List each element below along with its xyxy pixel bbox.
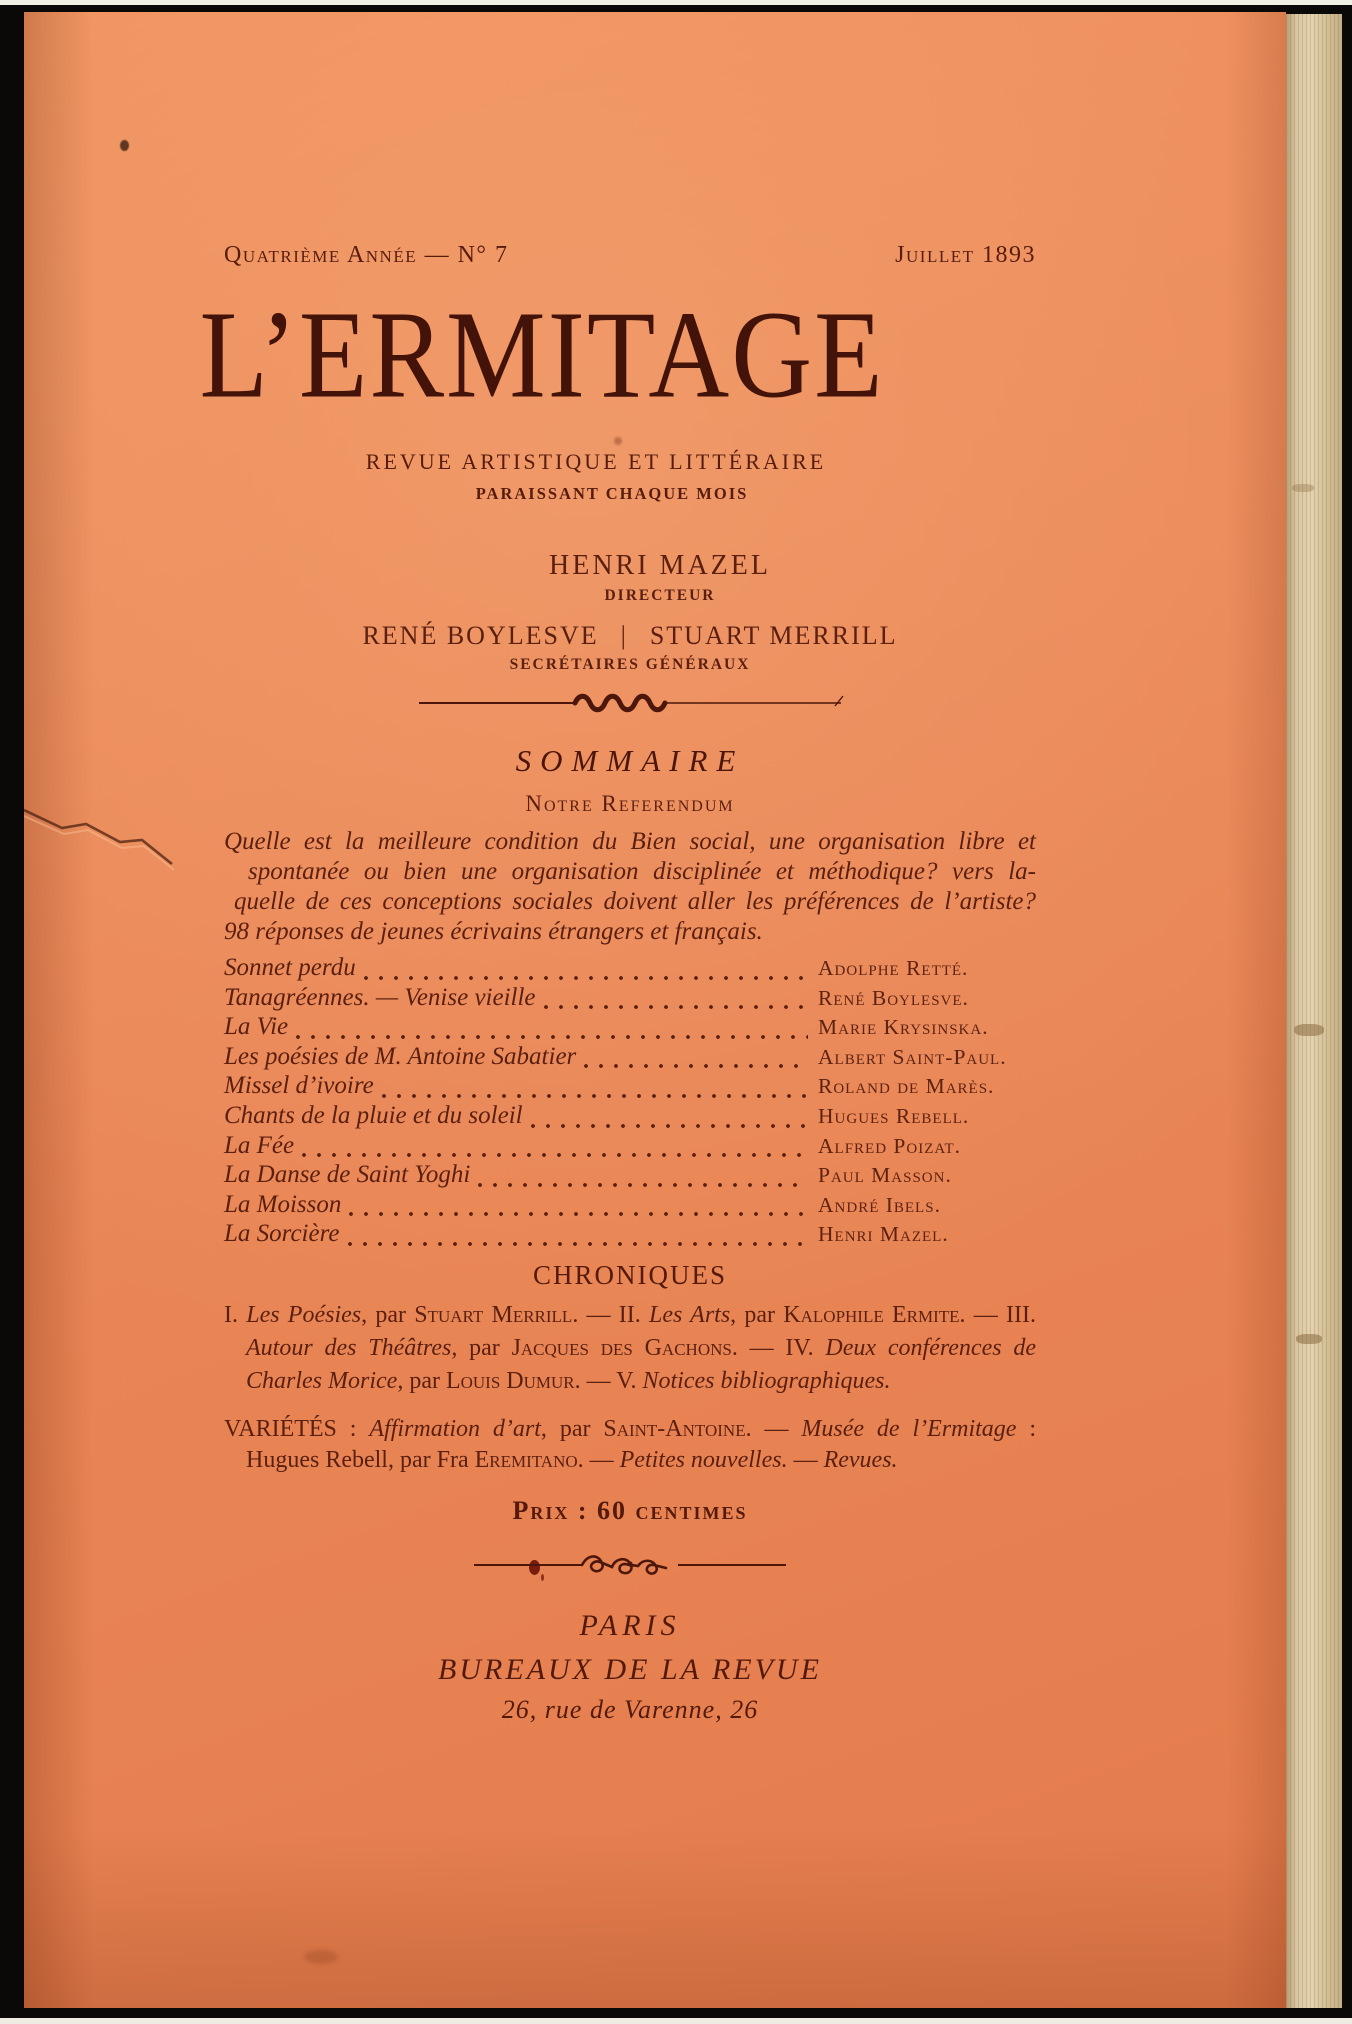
work-title: Affirmation d’art bbox=[369, 1415, 541, 1442]
referendum-line: spontanée ou bien une organisation disciplinée et méthodique? vers la- bbox=[248, 858, 1036, 885]
referendum-text bbox=[224, 827, 1036, 947]
text-segment: , par bbox=[451, 1334, 512, 1361]
masthead bbox=[224, 550, 1036, 674]
text-segment: . — bbox=[577, 1446, 620, 1473]
smudge-stain bbox=[304, 1950, 338, 1964]
page-edge-mark bbox=[1294, 1024, 1324, 1036]
frequency-line: PARAISSANT CHAQUE MOIS bbox=[475, 484, 749, 503]
toc-row bbox=[224, 1191, 1036, 1221]
dot-leader bbox=[382, 1090, 808, 1098]
toc-author: Adolphe Retté. bbox=[818, 956, 969, 980]
paper-tear bbox=[24, 782, 194, 902]
director-role: DIRECTEUR bbox=[604, 587, 716, 604]
referendum-line: quelle de ces conceptions sociales doivent aller les préférences de l’artiste? bbox=[234, 888, 1036, 915]
toc-row bbox=[224, 1102, 1036, 1132]
secretary-left: RENÉ BOYLESVE bbox=[362, 621, 599, 650]
publisher-address: 26, rue de Varenne, 26 bbox=[501, 1694, 759, 1724]
text-segment: , par bbox=[397, 1367, 446, 1394]
chroniques-paragraph bbox=[224, 1299, 1036, 1398]
toc-author: Roland de Marès. bbox=[818, 1074, 995, 1099]
issue-date: Juillet 1893 bbox=[895, 242, 1036, 268]
dot-leader bbox=[544, 1001, 808, 1009]
issue-row bbox=[224, 242, 1036, 269]
book-pages-edge bbox=[1286, 14, 1342, 2008]
separator-bar: | bbox=[620, 621, 628, 650]
author-name: Eremitano bbox=[474, 1446, 578, 1473]
dot-leader bbox=[349, 1208, 808, 1216]
referendum-heading: Notre Referendum bbox=[525, 791, 735, 816]
dot-leader bbox=[364, 972, 808, 980]
work-title: Deux conférences de Charles Morice bbox=[246, 1334, 1036, 1394]
toc-title: Missel d’ivoire bbox=[224, 1072, 374, 1100]
table-of-contents bbox=[224, 954, 1036, 1250]
toc-row bbox=[224, 954, 1036, 984]
toc-title: La Moisson bbox=[224, 1190, 342, 1218]
text-segment: , par bbox=[540, 1415, 604, 1442]
chroniques-heading: CHRONIQUES bbox=[532, 1259, 727, 1290]
publisher-city: PARIS bbox=[579, 1608, 681, 1642]
dot-leader bbox=[531, 1120, 808, 1128]
referendum-line: Quelle est la meilleure condition du Bien social, une organisation libre et bbox=[224, 828, 1036, 855]
toc-row bbox=[224, 1220, 1036, 1250]
toc-author: Henri Mazel. bbox=[818, 1222, 949, 1247]
issue-number: Quatrième Année — N° 7 bbox=[224, 242, 509, 268]
scan-edge-bottom bbox=[0, 2018, 1352, 2024]
toc-author: André Ibels. bbox=[818, 1192, 941, 1217]
author-name: Jacques des Gachons bbox=[511, 1334, 732, 1361]
price-line: Prix : 60 centimes bbox=[512, 1495, 748, 1525]
toc-author: Marie Krysinska. bbox=[818, 1015, 989, 1040]
text-segment: , par bbox=[730, 1301, 784, 1328]
magazine-cover bbox=[24, 12, 1286, 2008]
work-title: Les Arts bbox=[649, 1301, 731, 1328]
text-segment: I. bbox=[224, 1301, 247, 1328]
toc-title: Chants de la pluie et du soleil bbox=[224, 1101, 523, 1129]
toc-row bbox=[224, 1043, 1036, 1073]
author-name: Kalophile Ermite bbox=[783, 1301, 960, 1328]
text-segment: . — III. bbox=[959, 1301, 1036, 1328]
publisher-block bbox=[224, 1609, 1036, 1725]
toc-row bbox=[224, 1013, 1036, 1043]
author-name: Louis Dumur bbox=[445, 1367, 575, 1394]
toc-author: René Boylesve. bbox=[818, 985, 969, 1010]
toc-row bbox=[224, 984, 1036, 1014]
toc-title: La Sorcière bbox=[224, 1220, 340, 1248]
secretaries-role: SECRÉTAIRES GÉNÉRAUX bbox=[509, 656, 751, 673]
dot-leader bbox=[478, 1179, 808, 1187]
toc-title: Les poésies de M. Antoine Sabatier bbox=[224, 1042, 577, 1070]
work-title: Notices bibliographiques. bbox=[642, 1367, 891, 1394]
toc-author: Albert Saint-Paul. bbox=[818, 1044, 1007, 1069]
dot-leader bbox=[302, 1149, 808, 1157]
author-name: Stuart Merrill bbox=[414, 1301, 573, 1328]
page-edge-mark bbox=[1292, 484, 1314, 492]
dot-leader bbox=[296, 1031, 808, 1039]
toc-title: La Danse de Saint Yoghi bbox=[224, 1161, 471, 1189]
author-name: Saint-Antoine bbox=[603, 1415, 746, 1442]
scan-edge-top bbox=[0, 0, 1352, 5]
dark-speck bbox=[120, 140, 129, 151]
toc-author: Alfred Poizat. bbox=[818, 1133, 962, 1158]
toc-author: Hugues Rebell. bbox=[818, 1103, 970, 1128]
secretary-right: STUART MERRILL bbox=[649, 621, 898, 650]
cover-content bbox=[199, 12, 1036, 1725]
toc-title: Tanagréennes. — Venise vieille bbox=[224, 983, 536, 1011]
toc-row bbox=[224, 1072, 1036, 1102]
referendum-line: 98 réponses de jeunes écrivains étrangers et français. bbox=[224, 918, 763, 945]
dot-leader bbox=[348, 1238, 809, 1246]
work-title: Petites nouvelles. bbox=[619, 1446, 788, 1473]
magazine-title: L’ERMITAGE bbox=[199, 285, 885, 425]
work-title: Musée de l’Ermitage bbox=[801, 1415, 1017, 1442]
work-title: Autour des Théâtres bbox=[246, 1334, 452, 1361]
toc-row bbox=[224, 1132, 1036, 1162]
text-segment: . — bbox=[745, 1415, 802, 1442]
ornament-divider bbox=[224, 1550, 1036, 1583]
work-title: Les Poésies bbox=[246, 1301, 362, 1328]
director-name: HENRI MAZEL bbox=[549, 550, 771, 581]
toc-title: Sonnet perdu bbox=[224, 954, 356, 981]
page-edge-mark bbox=[1296, 1334, 1322, 1344]
toc-author: Paul Masson. bbox=[818, 1163, 952, 1188]
toc-row bbox=[224, 1161, 1036, 1191]
magazine-subtitle: REVUE ARTISTIQUE ET LITTÉRAIRE bbox=[365, 449, 827, 474]
text-segment: . — V. bbox=[574, 1367, 643, 1394]
section-label: VARIÉTÉS : bbox=[224, 1415, 370, 1442]
text-segment: . — II. bbox=[572, 1301, 650, 1328]
text-segment: : Hugues Rebell, par Fra bbox=[246, 1415, 1036, 1473]
sommaire-heading: SOMMAIRE bbox=[515, 743, 745, 778]
secretaries-names bbox=[224, 621, 1036, 651]
text-segment: — bbox=[787, 1446, 824, 1473]
varietes-paragraph bbox=[224, 1414, 1036, 1476]
text-segment: . — IV. bbox=[731, 1334, 826, 1361]
toc-title: La Fée bbox=[224, 1131, 295, 1159]
squiggle-divider bbox=[224, 690, 1036, 719]
publisher-office: BUREAUX DE LA REVUE bbox=[438, 1652, 822, 1686]
work-title: Revues. bbox=[823, 1446, 898, 1473]
dot-leader bbox=[584, 1060, 808, 1068]
toc-title: La Vie bbox=[224, 1013, 289, 1041]
text-segment: , par bbox=[361, 1301, 415, 1328]
